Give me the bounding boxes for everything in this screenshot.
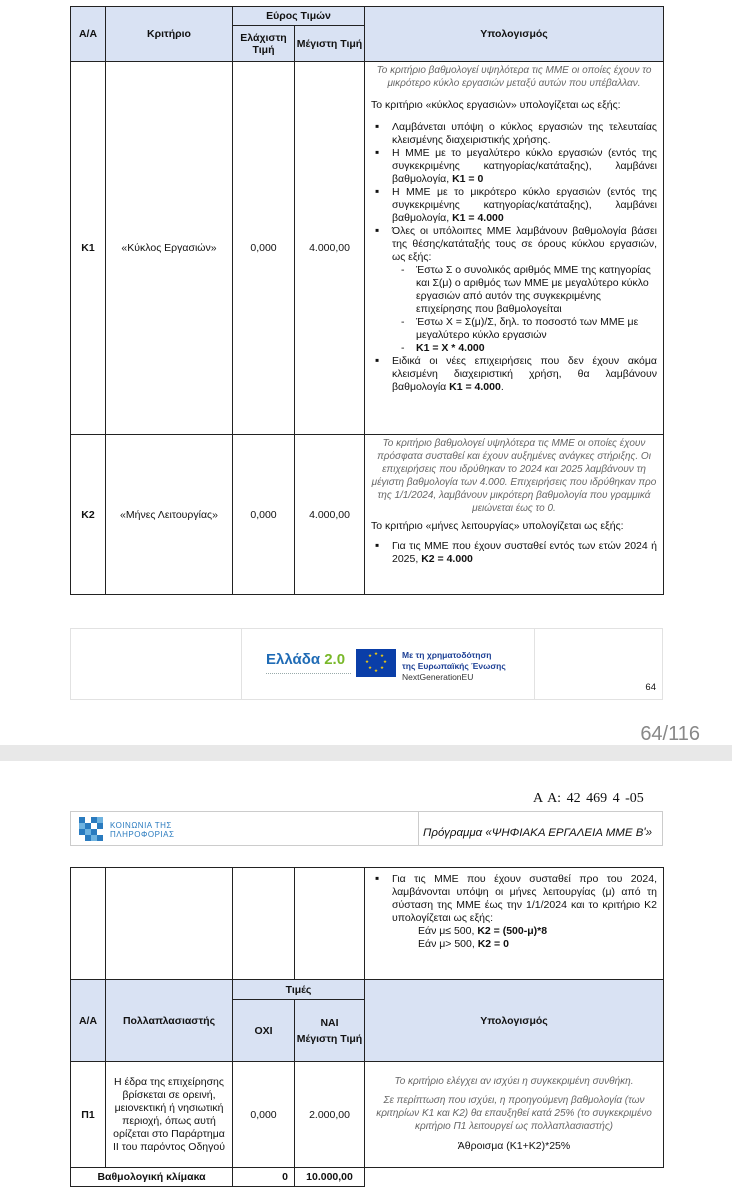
list-item: ▪ Για τις ΜΜΕ που έχουν συσταθεί προ του 2024, λαμβάνονται υπόψη οι μήνες λειτουργίας (μ) από τη σύσταση της ΜΜΕ έως την 1/1/2024 και το κριτήριο Κ2 υπολογίζεται ως εξής: Εάν μ≤ 500, Κ2 = (500-μ)*8 Εάν μ> 500, Κ2 = 0 xyxy=(371,873,657,951)
header-aa: Α/Α xyxy=(71,980,106,1062)
max-value: 4.000,00 xyxy=(295,435,365,595)
header-max: Μέγιστη Τιμή xyxy=(295,26,365,62)
page-number: 64 xyxy=(645,682,656,693)
table-row-k1 xyxy=(71,62,664,435)
header-min: Ελάχιστη Τιμή xyxy=(233,26,295,62)
header-range: Εύρος Τιμών xyxy=(233,7,365,26)
header-calc: Υπολογισμός xyxy=(365,7,664,62)
calc-intro: Το κριτήριο «κύκλος εργασιών» υπολογίζεται ως εξής: xyxy=(371,99,621,111)
table-row-p1 xyxy=(71,1062,664,1168)
yes-value: 2.000,00 xyxy=(295,1062,365,1168)
eu-funding-text: Με τη χρηματοδότηση της Ευρωπαϊκής Ένωσης NextGenerationEU xyxy=(402,650,506,682)
table-row-k2 xyxy=(71,435,664,595)
calc-intro: Το κριτήριο «μήνες λειτουργίας» υπολογίζεται ως εξής: xyxy=(371,520,624,532)
no-value: 0,000 xyxy=(233,1062,295,1168)
header-no: ΟΧΙ xyxy=(233,1000,295,1062)
criterion-id: Κ1 xyxy=(71,62,106,435)
list-item: ▪ Η ΜΜΕ με το μικρότερο κύκλο εργασιών (εντός της συγκεκριμένης κατηγορίας/κατάταξης), λαμβάνει βαθμολογία, Κ1 = 4.000 xyxy=(371,186,657,225)
criterion-name: «Μήνες Λειτουργίας» xyxy=(106,435,233,595)
header-values: Τιμές xyxy=(233,980,365,1000)
ellada-logo: Ελλάδα 2.0 xyxy=(266,651,346,668)
scale-min: 0 xyxy=(233,1168,295,1187)
document-reference: Α Α: 42 469 4 -05 xyxy=(533,791,644,806)
criterion-note: Σε περίπτωση που ισχύει, η προηγούμενη βαθμολογία (των κριτηρίων Κ1 και Κ2) θα επαυξηθεί κατά 25% (το συγκεκριμένο κριτήριο Π1 λειτουργεί ως πολλαπλασιαστής) xyxy=(376,1095,652,1132)
header-criterion: Κριτήριο xyxy=(106,7,233,62)
list-item: ▪ Ειδικά οι νέες επιχειρήσεις που δεν έχουν ακόμα κλεισμένη διαχειριστική χρήση, θα λαμβάνουν βαθμολογία Κ1 = 4.000. xyxy=(371,355,657,394)
min-value: 0,000 xyxy=(233,62,295,435)
list-item: ▪ Όλες οι υπόλοιπες ΜΜΕ λαμβάνουν βαθμολογία βάσει της θέσης/κατάταξής τους σε όρους κύκλου εργασιών, ως εξής: - Έστω Σ ο συνολικός αριθμός ΜΜΕ της κατηγορίας και Σ(μ) ο αριθμός των ΜΜΕ με μεγαλύτερο κύκλο εργασιών από αυτόν της συγκεκριμένης επιχείρησης που βαθμολογείται - Έστω Χ = Σ(μ)/Σ, δηλ. το ποσοστό των ΜΜΕ με μεγαλύτερο κύκλο εργασιών - Κ1 = Χ * 4.000 xyxy=(371,225,657,355)
scale-max: 10.000,00 xyxy=(295,1168,365,1187)
criterion-note: Το κριτήριο βαθμολογεί υψηλότερα τις ΜΜΕ οι οποίες έχουν πρόσφατα συσταθεί και έχουν αυξημένες ανάγκες στήριξης. Οι επιχειρήσεις που ιδρύθηκαν το 2024 και 2025 λαμβάνουν τη μέγιστη βαθμολογία των 4.000. Επιχειρήσεις που ιδρύθηκαν προ της 1/1/2024, λαμβάνουν μικρότερη βαθμολογία που γραμμικά μειώνεται έως το 0. xyxy=(371,438,657,514)
page-header xyxy=(70,811,663,846)
koinonia-logo: ΚΟΙΝΩΝΙΑ ΤΗΣ ΠΛΗΡΟΦΟΡΙΑΣ xyxy=(79,817,179,841)
criterion-note: Το κριτήριο βαθμολογεί υψηλότερα τις ΜΜΕ οι οποίες έχουν το μικρότερο κύκλο εργασιών μεταξύ αυτών που υπέβαλλαν. xyxy=(376,65,652,89)
header-aa: Α/Α xyxy=(71,7,106,62)
criterion-name: «Κύκλος Εργασιών» xyxy=(106,62,233,435)
page-footer xyxy=(70,628,663,700)
sub-list-item: - Έστω Σ ο συνολικός αριθμός ΜΜΕ της κατηγορίας και Σ(μ) ο αριθμός των ΜΜΕ με μεγαλύτερο κύκλο εργασιών από αυτόν της συγκεκριμένης επιχείρησης που βαθμολογείται xyxy=(392,264,657,316)
calculation-cell xyxy=(365,868,664,980)
scale-label: Βαθμολογική κλίμακα xyxy=(71,1168,233,1187)
funding-logos xyxy=(266,647,536,687)
eu-flag-icon: ★ ★ ★ ★ ★ ★ ★ ★ xyxy=(356,649,396,677)
multiplier-desc: Η έδρα της επιχείρησης βρίσκεται σε ορεινή, μειονεκτική ή νησιωτική περιοχή, όπως αυτή ορίζεται στο Παράρτημα ΙΙ του παρόντος Οδηγού xyxy=(106,1062,233,1168)
criteria-table xyxy=(70,6,664,595)
program-title: Πρόγραμμα «ΨΗΦΙΑΚΑ ΕΡΓΑΛΕΙΑ ΜΜΕ Β'» xyxy=(423,827,652,839)
multiplier-table xyxy=(70,867,664,1187)
list-item: ▪ Η ΜΜΕ με το μεγαλύτερο κύκλο εργασιών (εντός της συγκεκριμένης κατηγορίας/κατάταξης), λαμβάνει βαθμολογία, Κ1 = 0 xyxy=(371,147,657,186)
calculation-cell xyxy=(365,435,664,595)
min-value: 0,000 xyxy=(233,435,295,595)
koinonia-logo-icon xyxy=(79,817,103,841)
max-value: 4.000,00 xyxy=(295,62,365,435)
page-separator xyxy=(0,745,732,761)
list-item: ▪ Λαμβάνεται υπόψη ο κύκλος εργασιών της τελευταίας κλεισμένης διαχειριστικής χρήσης. xyxy=(371,121,657,147)
header-calc: Υπολογισμός xyxy=(365,980,664,1062)
sub-list-item: - Έστω Χ = Σ(μ)/Σ, δηλ. το ποσοστό των ΜΜΕ με μεγαλύτερο κύκλο εργασιών xyxy=(392,316,657,342)
formula-line: Εάν μ≤ 500, Κ2 = (500-μ)*8 xyxy=(418,925,548,937)
table-row-scale xyxy=(71,1168,664,1187)
page-counter: 64/116 xyxy=(640,723,700,745)
multiplier-id: Π1 xyxy=(71,1062,106,1168)
formula-line: Εάν μ> 500, Κ2 = 0 xyxy=(418,938,509,950)
header-multiplier: Πολλαπλασιαστής xyxy=(106,980,233,1062)
formula: Άθροισμα (Κ1+Κ2)*25% xyxy=(457,1140,571,1152)
criterion-id: Κ2 xyxy=(71,435,106,595)
calculation-cell xyxy=(365,1062,664,1168)
list-item: ▪ Για τις ΜΜΕ που έχουν συσταθεί εντός των ετών 2024 ή 2025, Κ2 = 4.000 xyxy=(371,540,657,566)
table-row-continued xyxy=(71,868,664,980)
calculation-cell xyxy=(365,62,664,435)
criterion-note: Το κριτήριο ελέγχει αν ισχύει η συγκεκριμένη συνθήκη. xyxy=(394,1076,634,1087)
header-yes: ΝΑΙ Μέγιστη Τιμή xyxy=(295,1000,365,1062)
sub-list-item: - Κ1 = Χ * 4.000 xyxy=(392,342,657,355)
